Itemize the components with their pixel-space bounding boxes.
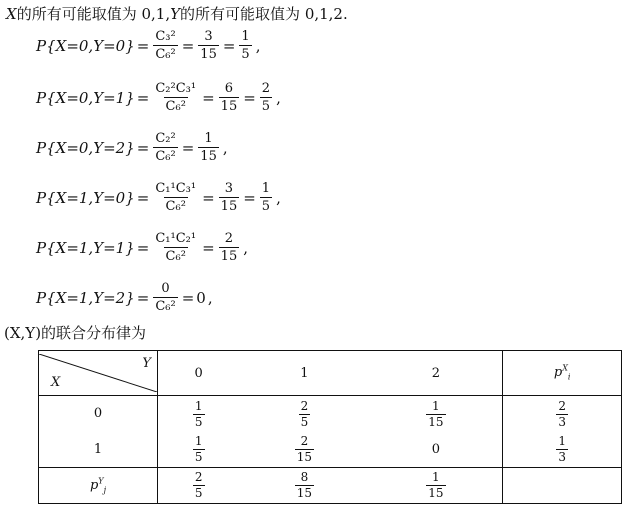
corner-x-label: X — [51, 375, 61, 391]
fraction-numerator: C₁¹C₃¹ — [155, 181, 197, 196]
intro-y-text: 的所有可能取值为 — [180, 5, 301, 23]
fraction — [295, 435, 314, 464]
marginal-y-symbol: $p^Y_j$ — [89, 476, 107, 495]
fraction — [153, 82, 198, 113]
corner-cell — [39, 351, 158, 396]
fraction-denominator: 15 — [428, 486, 444, 501]
fraction — [295, 471, 314, 500]
probability-cell — [239, 396, 369, 432]
fraction-numerator: 1 — [194, 398, 203, 413]
formula-line — [36, 282, 213, 313]
formula-line — [36, 132, 228, 163]
formula-lhs: P{X=1,Y=1} — [36, 238, 135, 257]
fraction-denominator: C₆² — [155, 149, 176, 164]
fraction-numerator: 1 — [558, 433, 566, 448]
table-header-row — [39, 351, 622, 396]
fraction-numerator: C₃² — [155, 29, 176, 44]
formula-lhs: P{X=1,Y=2} — [36, 288, 135, 307]
fraction — [198, 132, 219, 163]
joint-distribution-table — [38, 350, 622, 504]
formula-line — [36, 82, 281, 113]
equals-sign: = — [181, 36, 195, 55]
fraction-numerator: 2 — [300, 398, 309, 413]
fraction-denominator: 15 — [200, 149, 217, 164]
equals-sign: = — [181, 138, 195, 157]
equals-sign: = — [136, 188, 150, 207]
formula-result: 0 — [196, 288, 206, 307]
fraction — [556, 435, 568, 464]
equals-sign: = — [243, 88, 256, 107]
fraction-denominator: C₆² — [155, 299, 176, 314]
formula-line — [36, 182, 281, 213]
fraction — [556, 400, 568, 429]
fraction-numerator: C₁¹C₂¹ — [155, 231, 197, 246]
equals-sign: = — [136, 36, 150, 55]
fraction-numerator: 2 — [224, 231, 234, 246]
equals-sign: = — [243, 188, 256, 207]
fraction — [239, 30, 251, 61]
marginal-x-cell — [503, 431, 622, 467]
fraction-numerator: 6 — [224, 81, 234, 96]
formula-lhs: P{X=0,Y=0} — [36, 36, 135, 55]
fraction-denominator: C₆² — [165, 249, 186, 264]
fraction — [260, 82, 272, 113]
joint-law-title: (X,Y)的联合分布律为 — [4, 324, 147, 342]
formula-line — [36, 30, 260, 61]
marginal-y-cell — [239, 467, 369, 503]
fraction — [426, 400, 445, 429]
fraction-denominator: 5 — [261, 199, 271, 214]
table-row — [39, 396, 622, 432]
empty-corner-cell — [503, 467, 622, 503]
intro-x-text: 的所有可能取值为 — [16, 5, 137, 23]
marginal-y-label-cell — [39, 467, 158, 503]
probability-cell: 0 — [369, 431, 502, 467]
col-header-marginal — [503, 351, 622, 396]
fraction — [260, 182, 272, 213]
fraction — [299, 400, 311, 429]
fraction-numerator: 1 — [241, 29, 250, 44]
fraction-denominator: 3 — [558, 414, 566, 429]
fraction-numerator: 1 — [432, 470, 440, 485]
formula-lhs: P{X=0,Y=2} — [36, 138, 135, 157]
formula-tail: , — [276, 188, 281, 207]
formula-tail: , — [255, 36, 261, 55]
fraction-denominator: 5 — [194, 414, 203, 429]
formula-tail: , — [276, 88, 281, 107]
equals-sign: = — [222, 36, 236, 55]
fraction — [219, 182, 240, 213]
fraction — [198, 30, 219, 61]
marginal-y-row — [39, 467, 622, 503]
row-label: 1 — [39, 431, 158, 467]
fraction-denominator: 5 — [241, 47, 250, 62]
fraction-numerator: 1 — [194, 433, 203, 448]
probability-cell — [158, 396, 240, 432]
fraction-numerator: 8 — [300, 470, 309, 485]
fraction-denominator: 5 — [194, 450, 203, 465]
equals-sign: = — [136, 88, 150, 107]
fraction-denominator: 5 — [300, 414, 309, 429]
fraction — [219, 82, 240, 113]
intro-x-values: 0,1, — [141, 5, 171, 23]
fraction — [219, 232, 240, 263]
fraction — [193, 400, 205, 429]
intro-x-var: X — [6, 5, 17, 23]
formula-tail: , — [243, 238, 248, 257]
fraction — [193, 471, 205, 500]
fraction — [153, 132, 177, 163]
equals-sign: = — [202, 88, 215, 107]
corner-y-label: Y — [142, 356, 151, 372]
probability-cell — [369, 396, 502, 432]
equals-sign: = — [202, 238, 215, 257]
row-label: 0 — [39, 396, 158, 432]
fraction-denominator: C₆² — [165, 99, 186, 114]
fraction-denominator: 15 — [428, 414, 444, 429]
intro-y-var: Y — [170, 5, 181, 23]
fraction — [153, 232, 198, 263]
marginal-y-cell — [158, 467, 240, 503]
fraction-denominator: 15 — [200, 47, 217, 62]
fraction-denominator: 15 — [220, 249, 238, 264]
fraction — [153, 282, 177, 313]
formula-tail: , — [222, 138, 228, 157]
fraction-denominator: 5 — [261, 99, 271, 114]
fraction-numerator: 2 — [558, 398, 566, 413]
fraction-numerator: 3 — [224, 181, 234, 196]
equals-sign: = — [136, 238, 150, 257]
fraction-denominator: C₆² — [155, 47, 176, 62]
formula-tail: , — [207, 288, 213, 307]
intro-y-values: 0,1,2. — [304, 5, 348, 23]
equals-sign: = — [181, 288, 195, 307]
equals-sign: = — [136, 138, 150, 157]
marginal-y-cell — [369, 467, 502, 503]
marginal-x-cell — [503, 396, 622, 432]
fraction-numerator: 1 — [204, 131, 213, 146]
equals-sign: = — [202, 188, 215, 207]
fraction — [193, 435, 205, 464]
equals-sign: = — [136, 288, 150, 307]
marginal-x-symbol: $p^X_i$ — [553, 364, 571, 383]
col-header-0: 0 — [158, 351, 240, 396]
formula-lhs: P{X=1,Y=0} — [36, 188, 135, 207]
fraction-denominator: 15 — [220, 99, 238, 114]
formula-line — [36, 232, 248, 263]
fraction-numerator: 0 — [161, 281, 170, 296]
intro-line — [6, 3, 348, 24]
col-header-1: 1 — [239, 351, 369, 396]
probability-cell — [158, 431, 240, 467]
fraction-denominator: 15 — [220, 199, 238, 214]
fraction-numerator: 1 — [432, 398, 440, 413]
fraction-numerator: 2 — [194, 470, 203, 485]
fraction — [153, 182, 198, 213]
fraction-denominator: 15 — [296, 450, 313, 465]
fraction-numerator: C₂² — [155, 131, 176, 146]
fraction-numerator: 3 — [204, 29, 213, 44]
fraction-denominator: 5 — [194, 486, 203, 501]
fraction-numerator: 2 — [261, 81, 271, 96]
fraction-numerator: C₂²C₃¹ — [155, 81, 197, 96]
fraction-denominator: 3 — [558, 450, 566, 465]
probability-cell — [239, 431, 369, 467]
fraction-denominator: 15 — [296, 486, 313, 501]
col-header-2: 2 — [369, 351, 502, 396]
fraction-numerator: 1 — [261, 181, 271, 196]
formula-lhs: P{X=0,Y=1} — [36, 88, 135, 107]
corner-diagonal — [39, 354, 157, 392]
fraction-denominator: C₆² — [165, 199, 186, 214]
table-body — [39, 396, 622, 468]
fraction — [426, 471, 445, 500]
fraction-numerator: 2 — [300, 433, 309, 448]
fraction — [153, 30, 177, 61]
table-row — [39, 431, 622, 467]
